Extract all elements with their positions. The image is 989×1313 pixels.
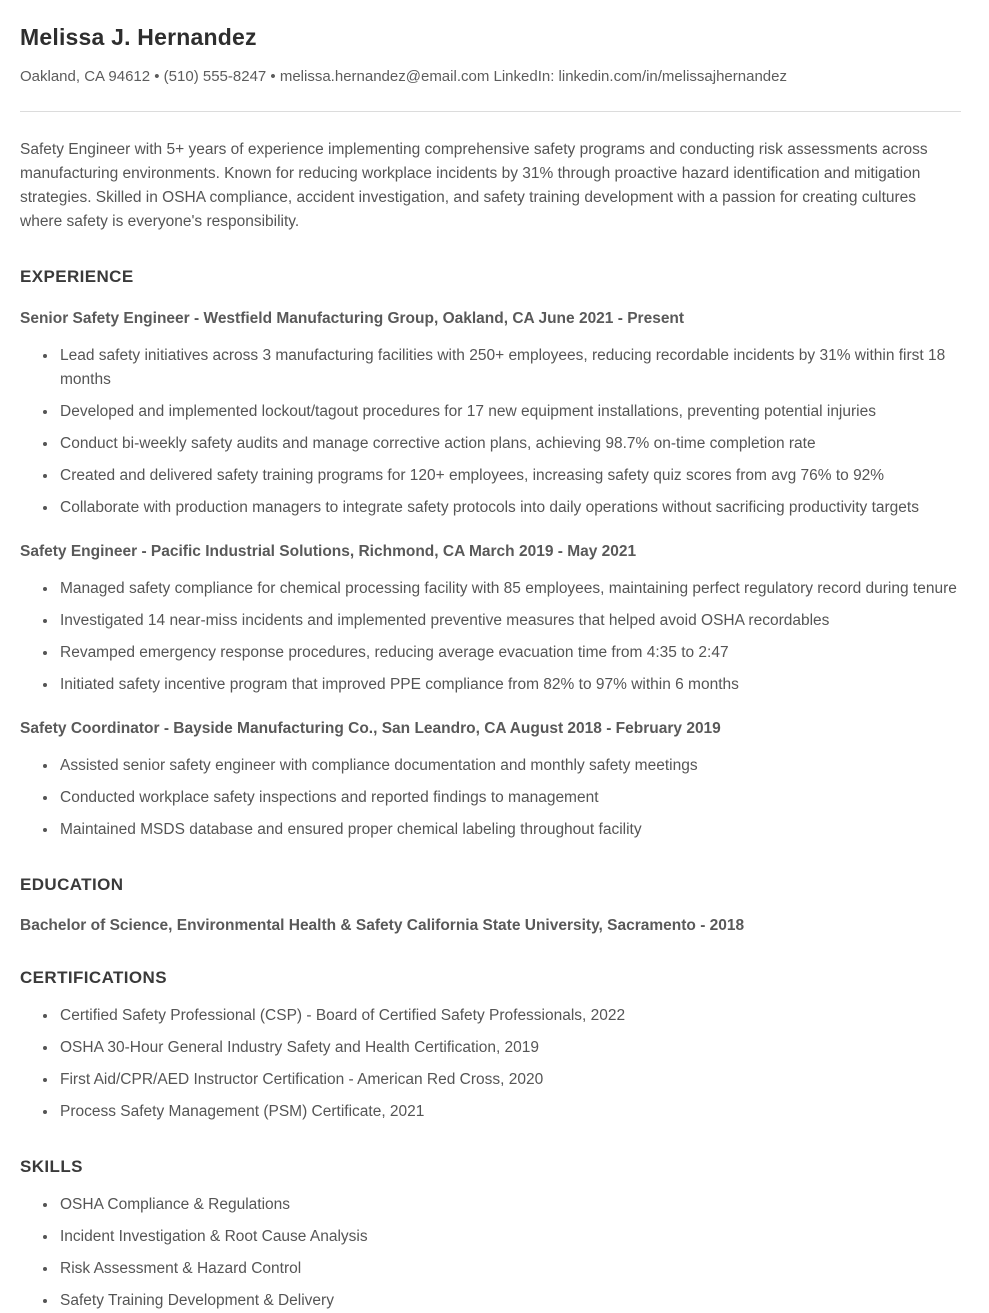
list-item: • Process Safety Management (PSM) Certificate, 2021 [58, 1100, 961, 1124]
job-bullet-list [20, 577, 961, 697]
list-item: • Maintained MSDS database and ensured proper chemical labeling throughout facility [58, 818, 961, 842]
list-item: • Incident Investigation & Root Cause Analysis [58, 1225, 961, 1249]
list-item: • OSHA Compliance & Regulations [58, 1193, 961, 1217]
list-item: • Developed and implemented lockout/tagout procedures for 17 new equipment installations, preventing potential injuries [58, 400, 961, 424]
section-title-skills: SKILLS [20, 1157, 83, 1176]
list-item: • Created and delivered safety training programs for 120+ employees, increasing safety quiz scores from avg 76% to 92% [58, 464, 961, 488]
job-bullet-list [20, 754, 961, 842]
contact-info: Oakland, CA 94612 • (510) 555-8247 • melissa.hernandez@email.com LinkedIn: linkedin.com/in/melissajhernandez [20, 68, 787, 85]
section-title-certifications: CERTIFICATIONS [20, 968, 167, 987]
list-item: • Managed safety compliance for chemical processing facility with 85 employees, maintaining perfect regulatory record during tenure [58, 577, 961, 601]
list-item: • OSHA 30-Hour General Industry Safety and Health Certification, 2019 [58, 1036, 961, 1060]
candidate-name: Melissa J. Hernandez [20, 24, 257, 50]
header-divider [20, 111, 961, 112]
list-item: • First Aid/CPR/AED Instructor Certification - American Red Cross, 2020 [58, 1068, 961, 1092]
list-item: • Safety Training Development & Delivery [58, 1289, 961, 1313]
job-heading: Safety Coordinator - Bayside Manufacturing Co., San Leandro, CA August 2018 - February 2019 [20, 720, 721, 737]
job-bullet-list [20, 344, 961, 520]
education-degree: Bachelor of Science, Environmental Health & Safety California State University, Sacramento - 2018 [20, 917, 745, 934]
list-item: • Collaborate with production managers to integrate safety protocols into daily operations without sacrificing productivity targets [58, 496, 961, 520]
job-heading: Safety Engineer - Pacific Industrial Solutions, Richmond, CA March 2019 - May 2021 [20, 543, 637, 560]
list-item: • Assisted senior safety engineer with compliance documentation and monthly safety meetings [58, 754, 961, 778]
list-item: • Risk Assessment & Hazard Control [58, 1257, 961, 1281]
list-item: • Investigated 14 near-miss incidents and implemented preventive measures that helped avoid OSHA recordables [58, 609, 961, 633]
list-item: • Revamped emergency response procedures, reducing average evacuation time from 4:35 to 2:47 [58, 641, 961, 665]
professional-summary: Safety Engineer with 5+ years of experience implementing comprehensive safety programs and conducting risk assessments across manufacturing environments. Known for reducing workplace incidents by 31% through proactive hazard identification and mitigation strategies. Skilled in OSHA compliance, accident investigation, and safety training development with a passion for creating cultures where safety is everyone's responsibility. [20, 141, 928, 230]
section-title-education: EDUCATION [20, 875, 124, 894]
list-item: • Certified Safety Professional (CSP) - Board of Certified Safety Professionals, 2022 [58, 1004, 961, 1028]
job-heading: Senior Safety Engineer - Westfield Manufacturing Group, Oakland, CA June 2021 - Present [20, 310, 685, 327]
list-item: • Conduct bi-weekly safety audits and manage corrective action plans, achieving 98.7% on-time completion rate [58, 432, 961, 456]
list-item: • Conducted workplace safety inspections and reported findings to management [58, 786, 961, 810]
list-item: • Lead safety initiatives across 3 manufacturing facilities with 250+ employees, reducing recordable incidents by 31% within first 18 months [58, 344, 961, 392]
skills-list [20, 1193, 961, 1313]
section-title-experience: EXPERIENCE [20, 267, 134, 286]
certifications-list [20, 1004, 961, 1124]
list-item: • Initiated safety incentive program that improved PPE compliance from 82% to 97% within 6 months [58, 673, 961, 697]
